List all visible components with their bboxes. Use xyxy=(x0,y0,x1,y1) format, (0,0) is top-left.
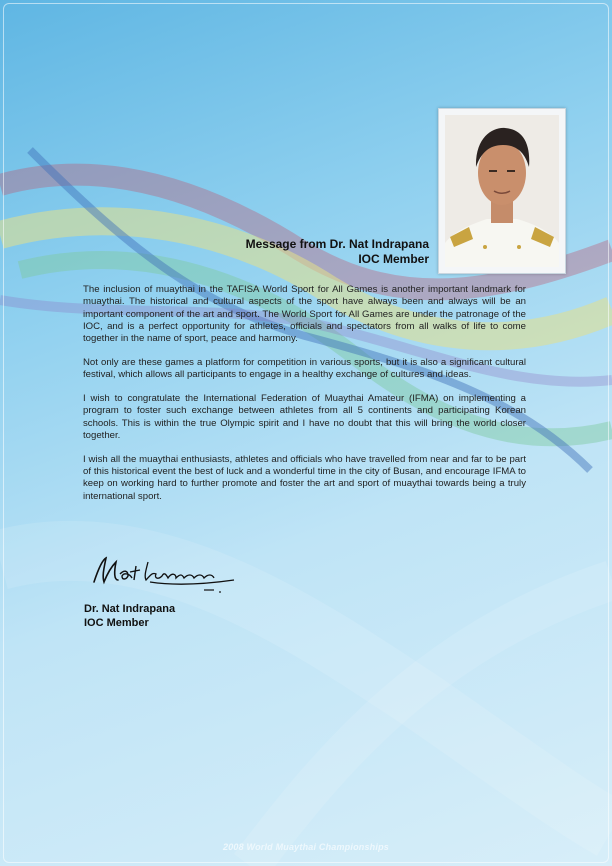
portrait-illustration xyxy=(445,115,559,267)
message-subtitle: IOC Member xyxy=(358,252,429,266)
portrait-photo xyxy=(445,115,559,267)
message-body xyxy=(83,284,526,514)
page-footer: 2008 World Muaythai Championships xyxy=(223,842,389,852)
signatory-block xyxy=(84,602,175,630)
paragraph-2: Not only are these games a platform for competition in various sports, but it is also a significant cultural festival, which allows all participants to engage in a healthy exchange of cultures and ideas. xyxy=(83,356,526,381)
paragraph-3: I wish to congratulate the International Federation of Muaythai Amateur (IFMA) on implementing a program to foster such exchange between athletes from all 5 continents and participating Korean schools. This is within the true Olympic spirit and I have no doubt that this will bring the world closer together. xyxy=(83,393,526,441)
signatory-name: Dr. Nat Indrapana xyxy=(84,603,176,615)
paragraph-4: I wish all the muaythai enthusiasts, athletes and officials who have travelled from near and far to be part of this historical event the best of luck and a wonderful time in the city of Busan, and encourage IFMA to keep on working hard to further promote and foster the art and sport of muaythai towards being a truly international sport. xyxy=(83,453,526,502)
handwritten-signature xyxy=(86,552,246,598)
message-heading xyxy=(150,237,429,267)
signatory-role: IOC Member xyxy=(84,617,149,629)
message-title: Message from Dr. Nat Indrapana xyxy=(245,237,429,251)
paragraph-1: The inclusion of muaythai in the TAFISA World Sport for All Games is another important landmark for muaythai. The historical and cultural aspects of the sport have always been and always will be an important component of the art and sport. The World Sport for All Games are under the patronage of the IOC, and is a perfect opportunity for athletes, officials and spectators from all walks of life to come together in the name of sport, peace and harmony. xyxy=(83,284,526,345)
portrait-frame xyxy=(438,108,566,274)
